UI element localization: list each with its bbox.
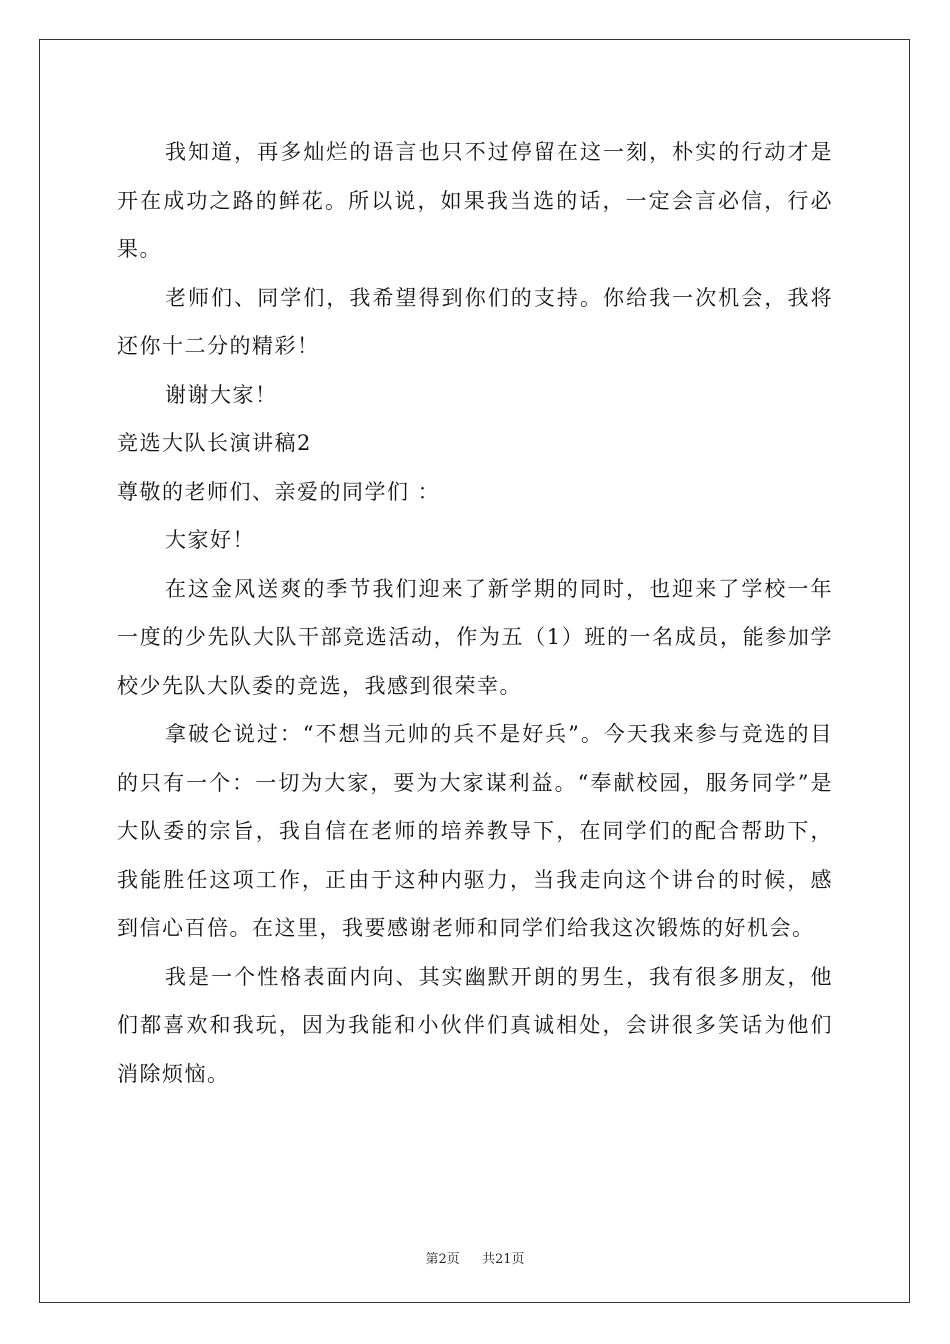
document-body	[117, 128, 833, 1098]
page-footer	[0, 1248, 950, 1267]
current-page-label: 第2页	[425, 1252, 460, 1267]
paragraph-8: 拿破仑说过：“不想当元帅的兵不是好兵”。今天我来参与竞选的目的只有一个：一切为大家，要为大家谋利益。“奉献校园，服务同学”是大队委的宗旨，我自信在老师的培养教导下，在同学们的配合帮助下，我能胜任这项工作，正由于这种内驱力，当我走向这个讲台的时候，感到信心百倍。在这里，我要感谢老师和同学们给我这次锻炼的好机会。	[117, 722, 833, 940]
paragraph-2: 老师们、同学们，我希望得到你们的支持。你给我一次机会，我将还你十二分的精彩！	[117, 285, 833, 358]
total-pages-label: 共21页	[482, 1252, 525, 1267]
salutation: 尊敬的老师们、亲爱的同学们 ：	[117, 479, 441, 504]
greeting: 大家好！	[165, 528, 255, 552]
section-heading: 竞选大队长演讲稿2	[117, 431, 312, 455]
paragraph-7: 在这金风送爽的季节我们迎来了新学期的同时，也迎来了学校一年一度的少先队大队干部竞选活动，作为五（1）班的一名成员，能参加学校少先队大队委的竞选，我感到很荣幸。	[117, 576, 833, 698]
paragraph-9: 我是一个性格表面内向、其实幽默开朗的男生，我有很多朋友，他们都喜欢和我玩，因为我能和小伙伴们真诚相处，会讲很多笑话为他们消除烦恼。	[117, 964, 833, 1086]
paragraph-3: 谢谢大家！	[165, 382, 278, 407]
paragraph-1: 我知道，再多灿烂的语言也只不过停留在这一刻，朴实的行动才是开在成功之路的鲜花。所以说，如果我当选的话，一定会言必信，行必果。	[117, 140, 833, 261]
